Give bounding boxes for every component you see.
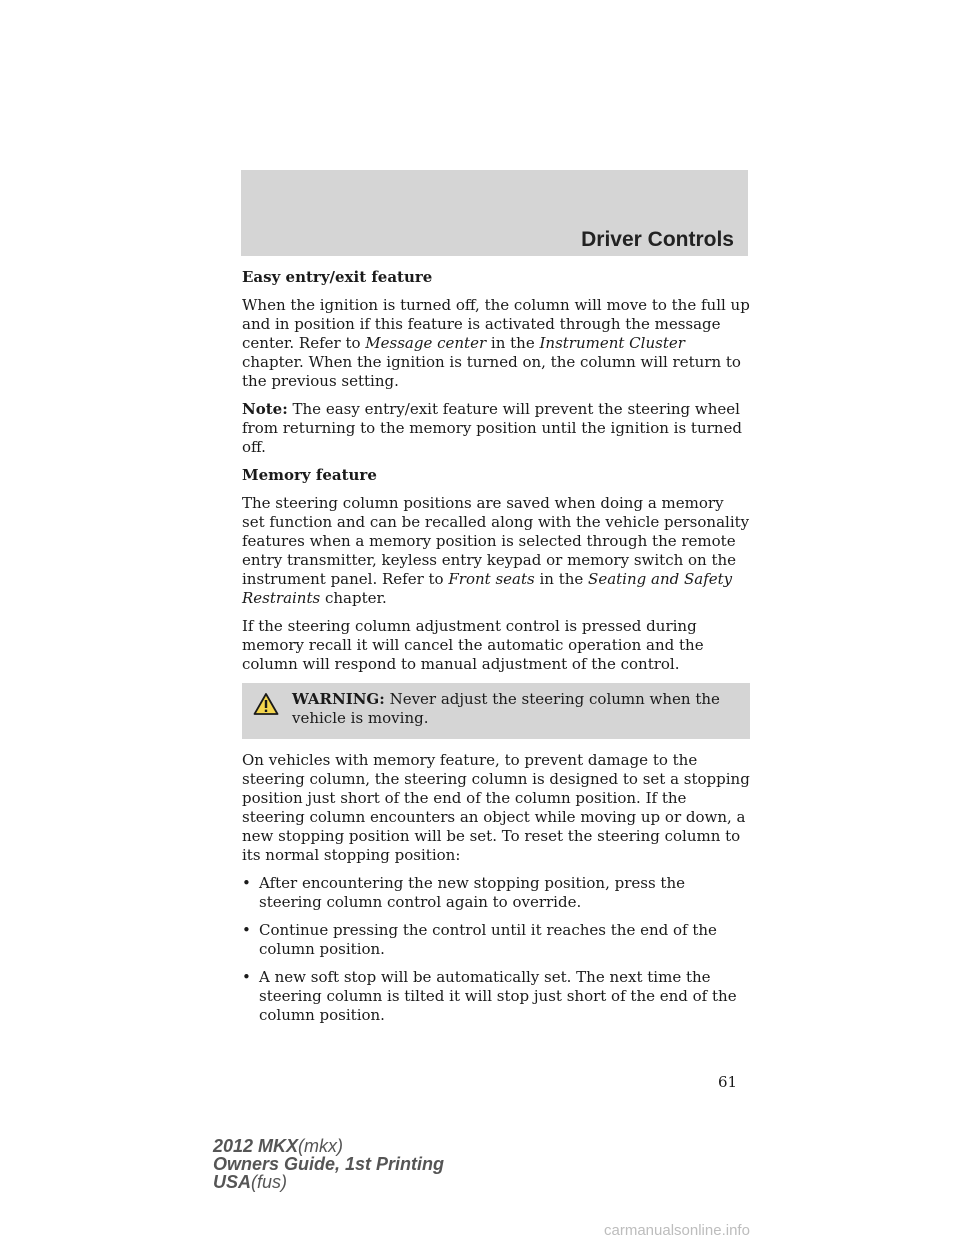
- memory-recall-paragraph: If the steering column adjustment control is pressed during memory recall it will cancel the automatic operation and the column will respond to manual adjustment of the control.: [242, 617, 704, 673]
- warning-label: WARNING:: [292, 690, 385, 708]
- warning-text: Never adjust the steering column when the vehicle is moving.: [292, 690, 720, 727]
- note-paragraph: [242, 400, 750, 457]
- bullet-mark: •: [242, 921, 251, 939]
- note-label: Note:: [242, 400, 288, 418]
- memory-paragraph: [242, 494, 750, 608]
- memory-heading: Memory feature: [242, 466, 377, 484]
- footer-imprint: [213, 1137, 444, 1191]
- bullet-text: After encountering the new stopping position, press the steering column control again to override.: [259, 874, 685, 911]
- stopping-bullet-list: [242, 874, 750, 1025]
- bullet-text: Continue pressing the control until it reaches the end of the column position.: [259, 921, 717, 958]
- bullet-mark: •: [242, 874, 251, 892]
- stopping-paragraph: On vehicles with memory feature, to prevent damage to the steering column, the steering column is designed to set a stopping position just short of the end of the column position. If the steering column encounters an object while moving up or down, a new stopping position will be set. To reset the steering column to its normal stopping position:: [242, 751, 750, 864]
- list-item: [242, 921, 750, 959]
- footer-line-model: [213, 1137, 444, 1155]
- instrument-cluster-reference: Instrument Cluster: [539, 334, 685, 352]
- footer-guide: Owners Guide, 1st Printing: [213, 1154, 445, 1174]
- page-content: [242, 268, 750, 1034]
- memory-text-a: The steering column positions are saved when doing a memory set function and can be recalled along with the vehicle personality features when a memory position is selected through the remote entry transmitter, keyless entry keypad or memory switch on the instrument panel. Refer to: [242, 494, 750, 588]
- warning-box: [242, 683, 750, 739]
- footer-region-code: (fus): [251, 1172, 288, 1192]
- easy-entry-heading: Easy entry/exit feature: [242, 268, 433, 286]
- footer-model-code: (mkx): [298, 1136, 344, 1156]
- front-seats-reference: Front seats: [448, 570, 535, 588]
- header-band: [241, 170, 748, 256]
- memory-text-c: chapter.: [324, 589, 387, 607]
- message-center-reference: Message center: [365, 334, 487, 352]
- bullet-mark: •: [242, 968, 251, 986]
- seating-safety-reference: Seating and Safety Restraints: [242, 570, 733, 607]
- easy-entry-text-c: chapter. When the ignition is turned on, the column will return to the previous setting.: [242, 353, 741, 390]
- footer-region: USA: [213, 1172, 252, 1192]
- bullet-text: A new soft stop will be automatically set. The next time the steering column is tilted it will stop just short of the end of the column position.: [259, 968, 737, 1024]
- list-item: [242, 874, 750, 912]
- note-text: The easy entry/exit feature will prevent the steering wheel from returning to the memory position until the ignition is turned off.: [242, 400, 742, 456]
- footer-line-region: [213, 1173, 444, 1191]
- list-item: [242, 968, 750, 1025]
- easy-entry-paragraph: [242, 296, 750, 391]
- watermark: carmanualsonline.info: [604, 1222, 750, 1239]
- page-number: 61: [718, 1073, 738, 1091]
- easy-entry-text-b: in the: [490, 334, 535, 352]
- warning-triangle-icon: [253, 692, 279, 721]
- section-title: Driver Controls: [581, 228, 734, 251]
- memory-text-b: in the: [539, 570, 584, 588]
- footer-model: 2012 MKX: [213, 1136, 299, 1156]
- easy-entry-text-a: When the ignition is turned off, the column will move to the full up and in position if this feature is activated through the message center. Refer to: [242, 296, 750, 352]
